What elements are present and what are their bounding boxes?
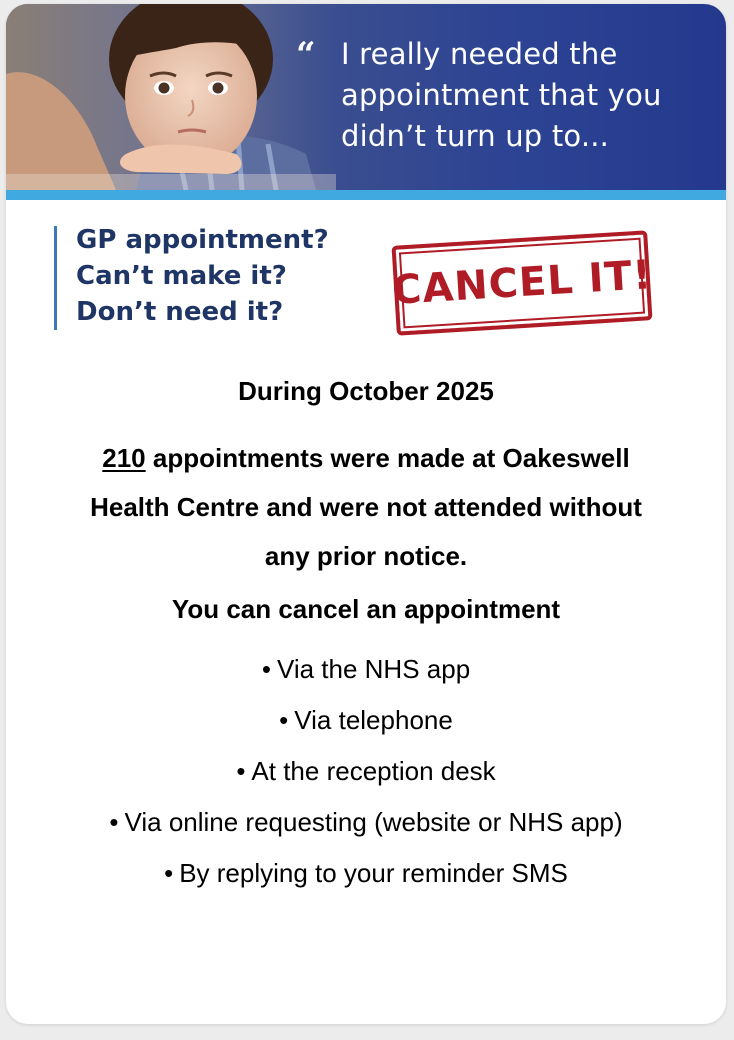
period-heading: During October 2025 bbox=[238, 376, 494, 406]
cancel-method-label: Via the NHS app bbox=[276, 654, 471, 684]
cancel-method-label: Via telephone bbox=[294, 705, 453, 735]
bullet-icon: • bbox=[109, 807, 119, 837]
statement-text: appointments were made at Oakeswell bbox=[145, 443, 630, 473]
cancel-method-item bbox=[6, 654, 726, 685]
notice-card bbox=[6, 4, 726, 1024]
banner-stripe bbox=[6, 190, 726, 200]
cancel-method-item bbox=[6, 756, 726, 787]
gp-questions bbox=[76, 222, 329, 330]
missed-appointments-statement bbox=[6, 434, 726, 581]
accent-bar bbox=[54, 226, 57, 330]
banner-quote bbox=[341, 34, 711, 157]
statement-line: any prior notice. bbox=[264, 541, 468, 571]
cancel-method-label: Via online requesting (website or NHS app) bbox=[124, 807, 623, 837]
missed-count: 210 bbox=[102, 443, 146, 473]
gp-question-line: Don’t need it? bbox=[76, 297, 284, 327]
cancel-heading: You can cancel an appointment bbox=[171, 594, 561, 624]
banner-quote-line: I really needed the bbox=[341, 37, 618, 71]
bullet-icon: • bbox=[279, 705, 289, 735]
statement-line: Health Centre and were not attended without bbox=[90, 492, 642, 522]
gp-question-line: Can’t make it? bbox=[76, 261, 287, 291]
cancel-it-stamp bbox=[391, 230, 652, 335]
banner-quote-line: didn’t turn up to... bbox=[341, 119, 610, 153]
quote-mark-icon: “ bbox=[296, 35, 316, 75]
cancel-method-item bbox=[6, 705, 726, 736]
gp-question-line: GP appointment? bbox=[76, 225, 329, 255]
banner-quote-line: appointment that you bbox=[341, 78, 662, 112]
cancel-method-label: By replying to your reminder SMS bbox=[179, 858, 568, 888]
cancel-method-item bbox=[6, 807, 726, 838]
stamp-text: CANCEL IT! bbox=[390, 252, 654, 314]
gp-question-panel bbox=[6, 200, 726, 350]
cancel-method-label: At the reception desk bbox=[251, 756, 496, 786]
child-photo bbox=[6, 4, 336, 190]
cancel-method-item bbox=[6, 858, 726, 889]
statement-line bbox=[6, 434, 726, 483]
bullet-icon: • bbox=[164, 858, 174, 888]
bullet-icon: • bbox=[261, 654, 271, 684]
hero-banner bbox=[6, 4, 726, 190]
bullet-icon: • bbox=[236, 756, 246, 786]
